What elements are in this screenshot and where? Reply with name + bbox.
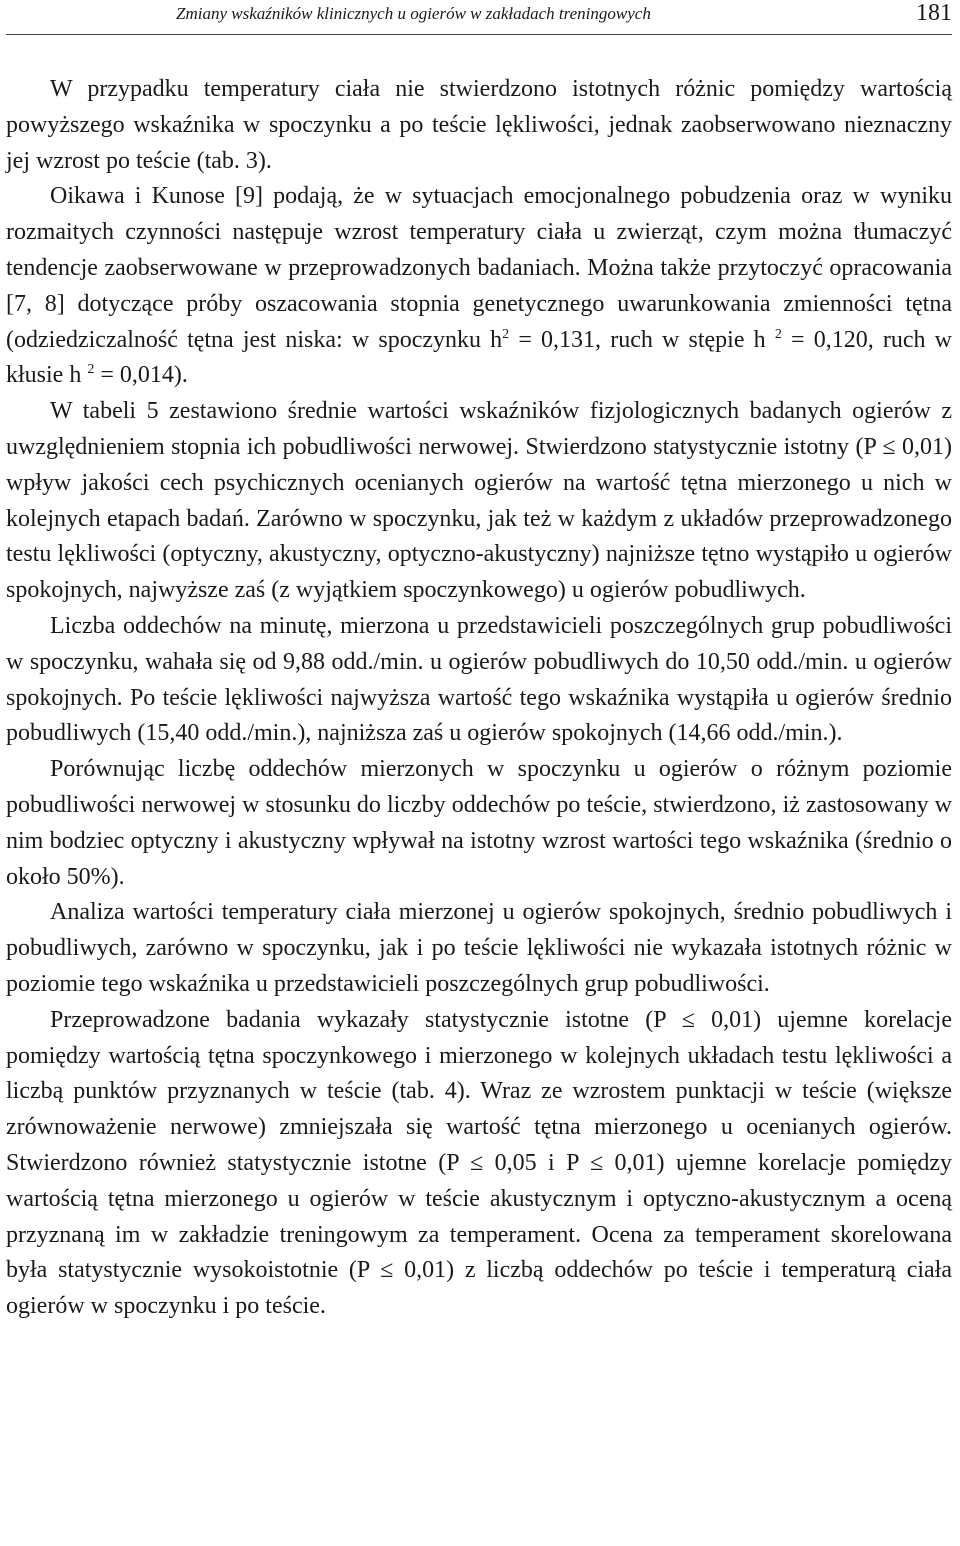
page-header xyxy=(6,0,952,35)
paragraph-2-text-b: = 0,131, ruch w stępie h xyxy=(509,326,775,353)
paragraph-2-text-c: = 0,120, ruch w kłusie h xyxy=(6,326,952,389)
page-number: 181 xyxy=(916,0,952,26)
paragraph-7: Przeprowadzone badania wykazały statystycznie istotne (P ≤ 0,01) ujemne korelacje pomiędzy wartością tętna spoczynkowego i mierzonego w kolejnych układach testu lękliwości a liczbą punktów przyznanych w teście (tab. 4). Wraz ze wzrostem punktacji w teście (większe zrównoważenie nerwowe) zmniejszała się wartość tętna mierzonego u ocenianych ogierów. Stwierdzono również statystycznie istotne (P ≤ 0,05 i P ≤ 0,01) ujemne korelacje pomiędzy wartością tętna mierzonego u ogierów w teście akustycznym i optyczno-akustycznym a oceną przyznaną im w zakładzie treningowym za temperament. Ocena za temperament skorelowana była statystycznie wysokoistotnie (P ≤ 0,01) z liczbą oddechów po teście i temperaturą ciała ogierów w spoczynku i po teście. xyxy=(6,1006,952,1320)
running-title: Zmiany wskaźników klinicznych u ogierów w zakładach treningowych xyxy=(176,4,651,23)
superscript-3: 2 xyxy=(87,362,95,378)
superscript-1: 2 xyxy=(502,326,510,342)
paragraph-2-text-d: = 0,014). xyxy=(94,362,188,389)
paragraph-6: Analiza wartości temperatury ciała mierzonej u ogierów spokojnych, średnio pobudliwych i pobudliwych, zarówno w spoczynku, jak i po teście lękliwości nie wykazała istotnych różnic w poziomie tego wskaźnika u przedstawicieli poszczególnych grup pobudliwości. xyxy=(6,899,952,997)
paragraph-2-text-a: Oikawa i Kunose [9] podają, że w sytuacjach emocjonalnego pobudzenia oraz w wyniku rozmaitych czynności następuje wzrost temperatury ciała u zwierząt, czym można tłumaczyć tendencje zaobserwowane w przeprowadzonych badaniach. Można także przytoczyć opracowania [7, 8] dotyczące próby oszacowania stopnia genetycznego uwarunkowania zmienności tętna (odziedziczalność tętna jest niska: w spoczynku h xyxy=(6,183,952,353)
superscript-2: 2 xyxy=(774,326,782,342)
body-text xyxy=(6,72,952,1325)
paragraph-1: W przypadku temperatury ciała nie stwierdzono istotnych różnic pomiędzy wartością powyższego wskaźnika w spoczynku a po teście lękliwości, jednak zaobserwowano nieznaczny jej wzrost po teście (tab. 3). xyxy=(6,76,952,174)
paragraph-4: Liczba oddechów na minutę, mierzona u przedstawicieli poszczególnych grup pobudliwości w spoczynku, wahała się od 9,88 odd./min. u ogierów pobudliwych do 10,50 odd./min. u ogierów spokojnych. Po teście lękliwości najwyższa wartość tego wskaźnika wystąpiła u ogierów średnio pobudliwych (15,40 odd./min.), najniższa zaś u ogierów spokojnych (14,66 odd./min.). xyxy=(6,612,952,747)
paragraph-3: W tabeli 5 zestawiono średnie wartości wskaźników fizjologicznych badanych ogierów z uwzględnieniem stopnia ich pobudliwości nerwowej. Stwierdzono statystycznie istotny (P ≤ 0,01) wpływ jakości cech psychicznych ocenianych ogierów na wartość tętna mierzonego u nich w kolejnych etapach badań. Zarówno w spoczynku, jak też w każdym z układów przeprowadzonego testu lękliwości (optyczny, akustyczny, optyczno-akustyczny) najniższe tętno wystąpiło u ogierów spokojnych, najwyższe zaś (z wyjątkiem spoczynkowego) u ogierów pobudliwych. xyxy=(6,398,952,604)
paragraph-2 xyxy=(6,179,952,394)
paragraph-5: Porównując liczbę oddechów mierzonych w spoczynku u ogierów o różnym poziomie pobudliwości nerwowej w stosunku do liczby oddechów po teście, stwierdzono, iż zastosowany w nim bodziec optyczny i akustyczny wpływał na istotny wzrost wartości tego wskaźnika (średnio o około 50%). xyxy=(6,756,952,890)
